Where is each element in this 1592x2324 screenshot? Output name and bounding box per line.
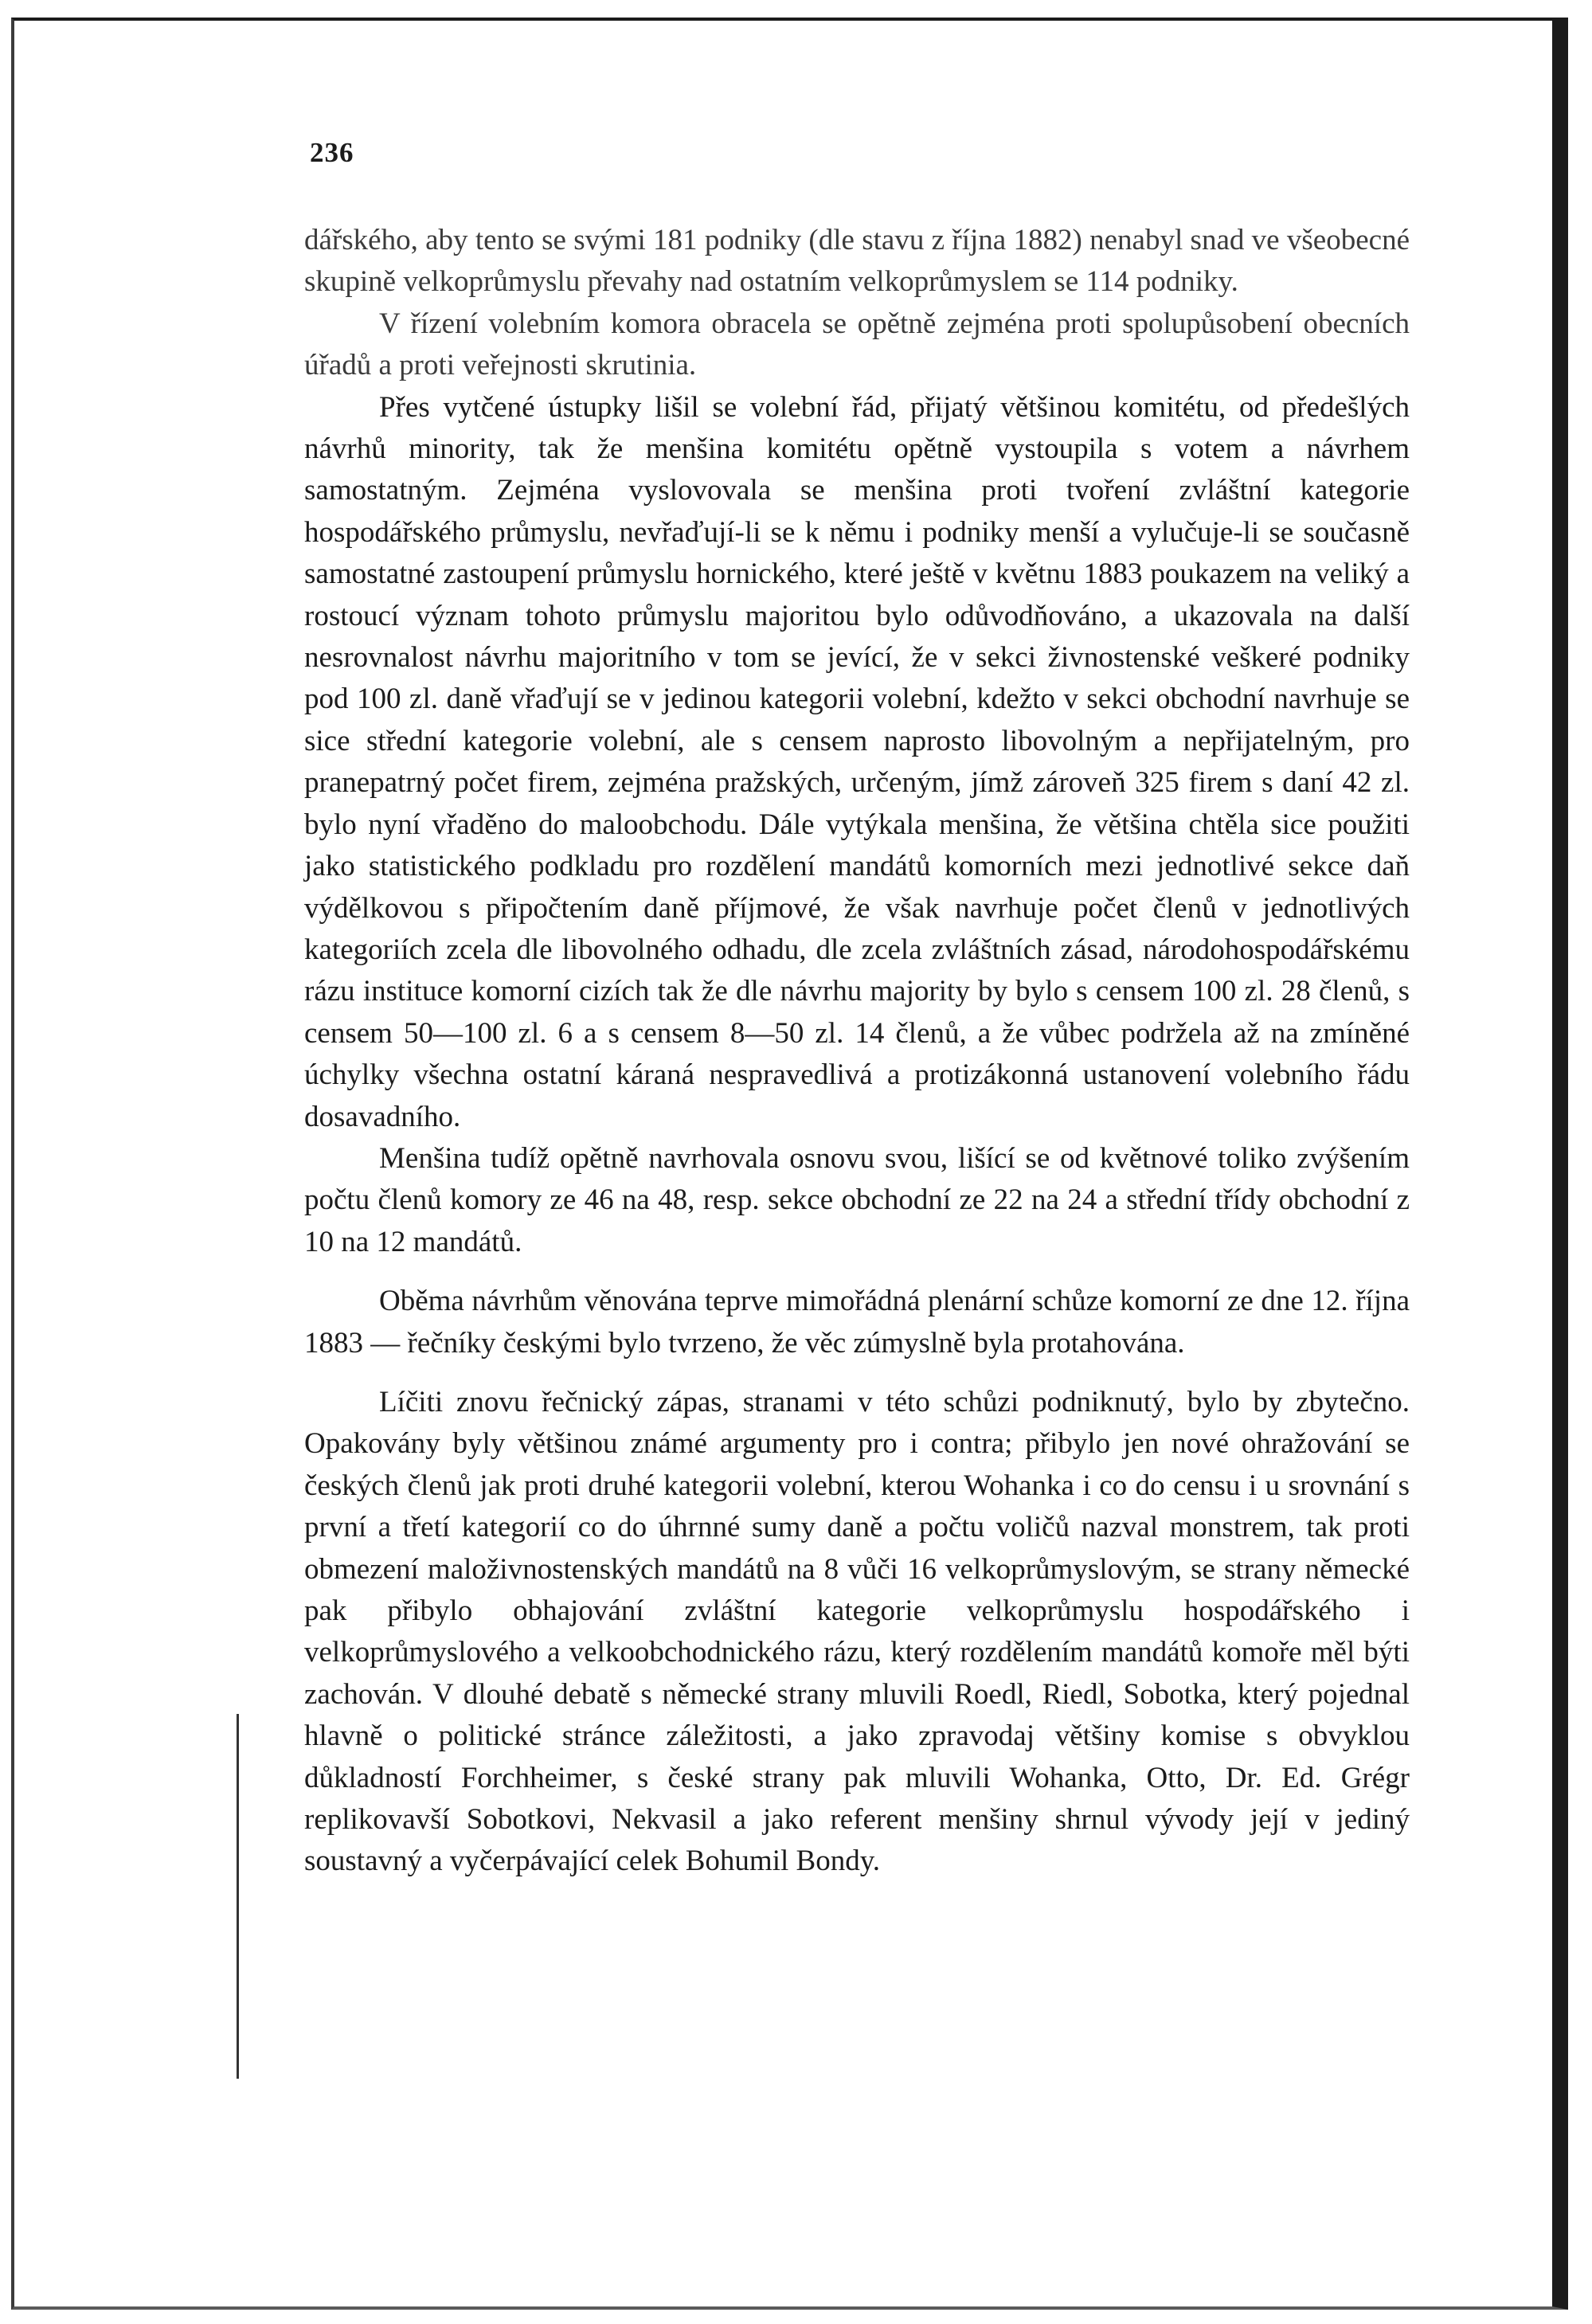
paragraph-3: Přes vytčené ústupky lišil se volební řád, přijatý většinou komitétu, od předešlých návrhů minority, tak že menšina komitétu opětně vystoupila s votem a návrhem samostatným. Zejména vyslovovala se menšina proti tvoření zvláštní kategorie hospodářského průmyslu, nevřaďují-li se k němu i podniky menší a vylučuje-li se současně samostatné zastoupení průmyslu hornického, které ještě v květnu 1883 poukazem na veliký a rostoucí význam tohoto průmyslu majoritou bylo odůvodňováno, a ukazovala na další nesrovnalost návrhu majoritního v tom se jevící, že v sekci živnostenské veškeré podniky pod 100 zl. daně vřaďují se v jedinou kategorii volební, kdežto v sekci obchodní navrhuje se sice střední kategorie volební, ale s censem naprosto libovolným a nepřijatelným, pro pranepatrný počet firem, zejména pražských, určeným, jímž zároveň 325 firem s daní 42 zl. bylo nyní vřaděno do maloobchodu. Dále vytýkala menšina, že většina chtěla sice použiti jako statistického podkladu pro rozdělení mandátů komorních mezi jednotlivé sekce daň výdělkovou s připočtením daně příjmové, že však navrhuje počet členů v jednotlivých kategoriích zcela dle libovolného odhadu, dle zcela zvláštních zásad, národohospodářskému rázu instituce komorní cizích tak že dle návrhu majority by bylo s censem 100 zl. 28 členů, s censem 50—100 zl. 6 a s censem 8—50 zl. 14 členů, a že vůbec podržela až na zmíněné úchylky všechna ostatní káraná nespravedlivá a protizákonná ustanovení volebního řádu dosavadního. — [304, 390, 1410, 1133]
paragraph-6: Líčiti znovu řečnický zápas, stranami v této schůzi podniknutý, bylo by zbytečno. Opakovány byly většinou známé argumenty pro i contra; přibylo jen nové ohražování se českých členů jak proti druhé kategorii volební, kterou Wohanka i co do censu i u srovnání s první a třetí kategorií co do úhrnné sumy daně a počtu voličů nazval monstrem, tak proti obmezení maloživnostenských mandátů na 8 vůči 16 velkoprůmyslovým, se strany německé pak přibylo obhajování zvláštní kategorie velkoprůmyslu hospodářského i velkoprůmyslového a velkoobchodnického rázu, který rozdělením mandátů komoře měl býti zachován. V dlouhé debatě s německé strany mluvili Roedl, Riedl, Sobotka, který pojednal hlavně o politické stránce záležitosti, a jako zpravodaj většiny komise s obvyklou důkladností Forchheimer, s české strany pak mluvili Wohanka, Otto, Dr. Ed. Grégr replikovavší Sobotkovi, Nekvasil a jako referent menšiny shrnul vývody její v jediný soustavný a vyčerpávající celek Bohumil Bondy. — [304, 1385, 1410, 1878]
text-body — [304, 220, 1410, 1883]
paragraph-5: Oběma návrhům věnována teprve mimořádná plenární schůze komorní ze dne 12. října 1883 — řečníky českými bylo tvrzeno, že věc zúmyslně byla protahována. — [304, 1285, 1410, 1360]
page-number: 236 — [310, 137, 354, 168]
paragraph-4: Menšina tudíž opětně navrhovala osnovu svou, lišící se od květnové toliko zvýšením počtu členů komory ze 46 na 48, resp. sekce obchodní ze 22 na 24 a střední třídy obchodní z 10 na 12 mandátů. — [304, 1141, 1410, 1258]
margin-line — [237, 1714, 239, 2079]
paragraph-1: dářského, aby tento se svými 181 podniky (dle stavu z října 1882) nenabyl snad ve všeobecné skupině velkoprůmyslu převahy nad ostatním velkoprůmyslem se 114 podniky. — [304, 224, 1410, 299]
paragraph-2: V řízení volebním komora obracela se opětně zejména proti spolupůsobení obecních úřadů a proti veřejnosti skrutinia. — [304, 307, 1410, 382]
